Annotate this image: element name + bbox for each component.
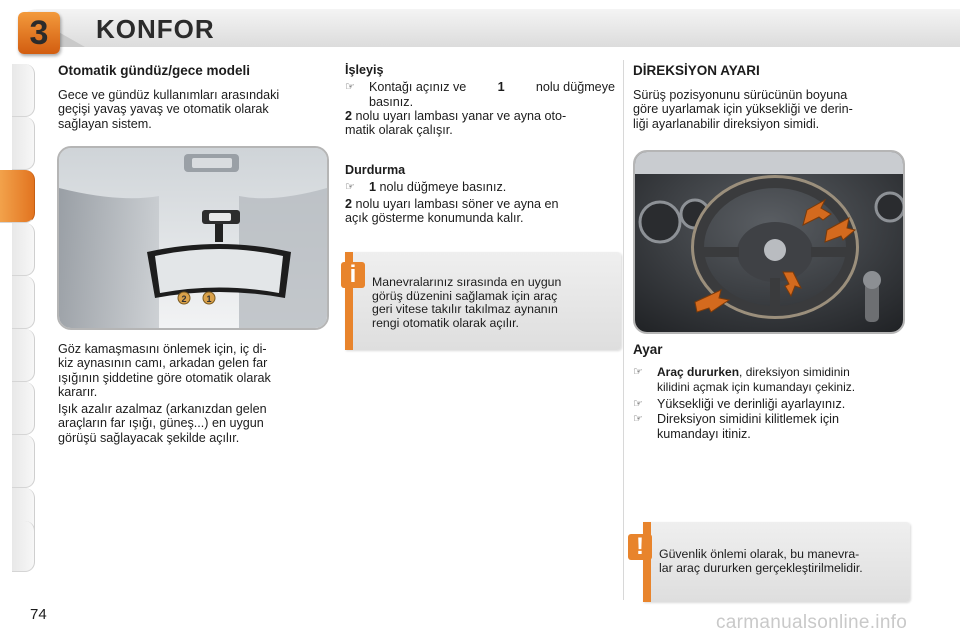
adjust-bullet3-line1: Direksiyon simidini kilitlemek için <box>657 412 839 426</box>
operation-bullet-line2: basınız. <box>369 95 414 109</box>
side-tab-7[interactable] <box>12 382 35 435</box>
mirror-body-line: kararır. <box>58 385 98 400</box>
stop-bullet <box>345 180 615 195</box>
chapter-number-badge: 3 <box>18 12 60 54</box>
info-line: geri vitese takılır takılmaz aynanın <box>372 302 558 317</box>
steering-intro-line: Sürüş pozisyonunu sürücünün boyuna <box>633 88 848 102</box>
side-tab-5[interactable] <box>12 276 35 329</box>
pointing-hand-icon: ☞ <box>633 413 643 425</box>
rearview-mirror-photo <box>57 146 329 330</box>
mirror-body-line: kiz aynasının camı, arkadan gelen far <box>58 356 268 371</box>
page-number: 74 <box>30 606 47 623</box>
steering-intro-line: göre uyarlamak için yüksekliği ve derin- <box>633 102 853 117</box>
operation-bullet-num: 1 <box>497 80 505 94</box>
stop-bullet-text: nolu düğmeye basınız. <box>379 180 507 194</box>
mirror-intro-line: Gece ve gündüz kullanımları arasındaki <box>58 88 280 102</box>
side-tab-6[interactable] <box>12 329 35 382</box>
steering-intro <box>633 88 903 131</box>
mirror-intro-line: geçişi yavaş yavaş ve otomatik olarak <box>58 102 269 117</box>
mirror-intro <box>58 88 326 131</box>
pointing-hand-icon: ☞ <box>345 81 355 93</box>
mirror-body-line: görüşü sağlayacak şekilde açılır. <box>58 430 240 445</box>
column-divider <box>623 60 624 600</box>
warning-line: lar araç dururken gerçekleştirilmelidir. <box>659 560 863 575</box>
mirror-body-line: Işık azalır azalmaz (arkanızdan gelen <box>58 402 267 416</box>
operation-heading: İşleyiş <box>345 63 384 77</box>
operation-note-line2: matik olarak çalışır. <box>345 123 453 138</box>
operation-note <box>345 109 615 138</box>
steering-section-heading: DİREKSİYON AYARI <box>633 63 760 78</box>
mirror-section-heading: Otomatik gündüz/gece modeli <box>58 63 251 78</box>
rearview-mirror-illustration <box>59 148 327 328</box>
warning-text <box>659 548 904 575</box>
side-tab-2[interactable] <box>12 117 35 170</box>
side-tab-10[interactable] <box>12 521 35 572</box>
adjust-bullet3-line2: kumandayı itiniz. <box>657 427 751 441</box>
operation-note-line1: nolu uyarı lambası yanar ve ayna oto- <box>355 109 567 123</box>
mirror-info-box <box>345 252 621 350</box>
footer-site-watermark: carmanualsonline.info <box>716 612 908 633</box>
mirror-body-line: Göz kamaşmasını önlemek için, iç di- <box>58 342 267 356</box>
side-tab-3-active[interactable] <box>0 170 35 223</box>
steering-wheel-photo <box>633 150 905 334</box>
info-icon: i <box>341 262 365 288</box>
side-tab-4[interactable] <box>12 223 35 276</box>
adjust-bullet-2 <box>633 397 903 412</box>
operation-bullet <box>345 80 615 109</box>
info-line: görüş düzenini sağlamak için araç <box>372 288 558 303</box>
operation-bullet-suffix: nolu düğmeye <box>535 80 615 94</box>
operation-bullet-prefix: Kontağı açınız ve <box>369 80 467 94</box>
mirror-label-2: 2 <box>181 294 187 304</box>
operation-note-num: 2 <box>345 109 353 123</box>
adjust-bullet1-rest: , direksiyon simidinin <box>739 365 850 379</box>
mirror-body-line: araçların far ışığı, güneş...) en uygun <box>58 416 264 431</box>
stop-bullet-num: 1 <box>369 180 377 194</box>
adjust-bullet1-line2: kilidini açmak için kumandayı çekiniz. <box>657 380 856 394</box>
mirror-body-para-1 <box>58 342 326 400</box>
stop-note-num: 2 <box>345 197 353 211</box>
steering-intro-line: liği ayarlanabilir direksiyon simidi. <box>633 116 820 131</box>
page-title: KONFOR <box>96 14 215 44</box>
info-line: rengi otomatik olarak açılır. <box>372 315 519 330</box>
warning-icon: ! <box>628 534 652 560</box>
stop-heading: Durdurma <box>345 163 406 177</box>
side-tab-1[interactable] <box>12 64 35 117</box>
steering-wheel-illustration <box>635 152 903 332</box>
adjust-bullet-3 <box>633 412 903 441</box>
pointing-hand-icon: ☞ <box>633 366 643 378</box>
mirror-label-1: 1 <box>206 294 212 304</box>
warning-line: Güvenlik önlemi olarak, bu manevra- <box>659 547 860 561</box>
mirror-body-line: ışığının şiddetine göre otomatik olarak <box>58 370 271 385</box>
info-line: Manevralarınız sırasında en uygun <box>372 275 562 289</box>
mirror-body-para-2 <box>58 402 326 445</box>
pointing-hand-icon: ☞ <box>345 181 355 193</box>
steering-warning-box <box>643 522 910 602</box>
adjust-bullet-1 <box>633 365 903 394</box>
mirror-info-text <box>372 276 612 330</box>
stop-note-line1: nolu uyarı lambası söner ve ayna en <box>355 197 559 211</box>
side-tab-8[interactable] <box>12 435 35 488</box>
mirror-intro-line: sağlayan sistem. <box>58 116 152 131</box>
adjust-bullet1-bold: Araç dururken <box>657 365 740 379</box>
pointing-hand-icon: ☞ <box>633 398 643 410</box>
adjust-heading: Ayar <box>633 342 663 357</box>
stop-note-line2: açık gösterme konumunda kalır. <box>345 211 524 226</box>
stop-note <box>345 197 615 226</box>
adjust-bullet2-text: Yüksekliği ve derinliği ayarlayınız. <box>657 397 846 411</box>
